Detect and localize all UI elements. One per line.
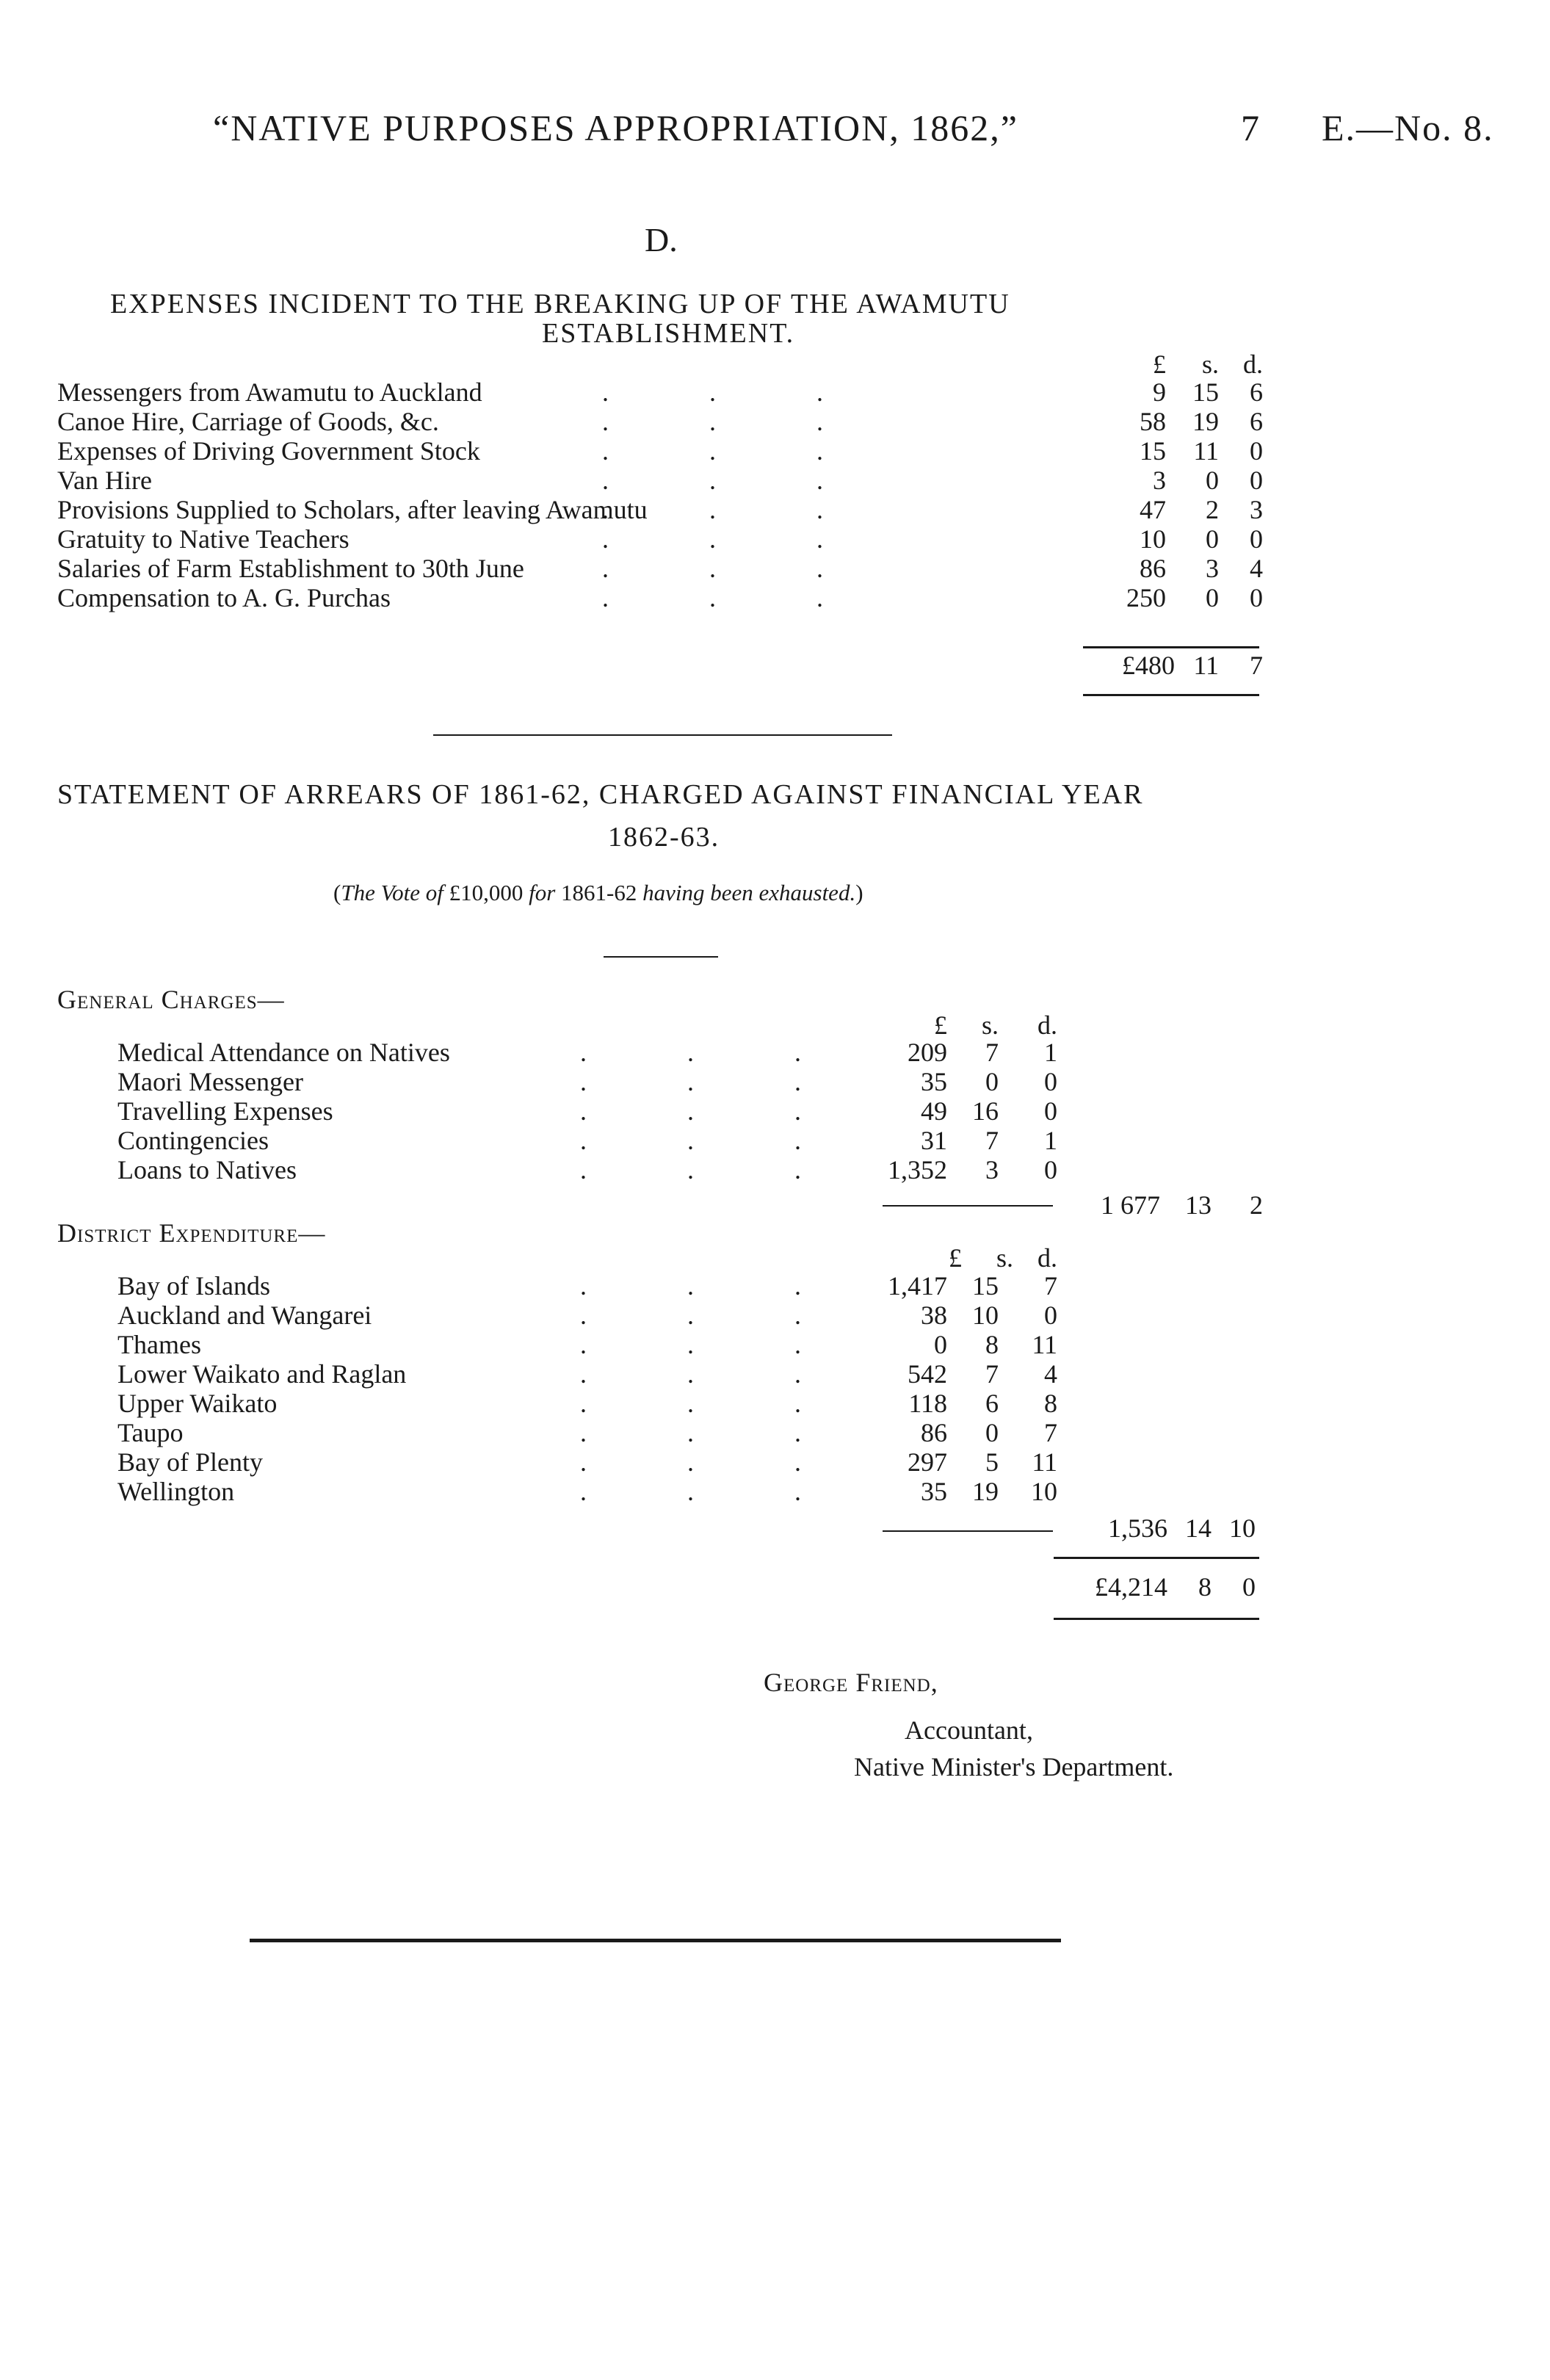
district-subtotal-rule (883, 1530, 1053, 1532)
general-row-leader-dots: . . . (580, 1096, 848, 1126)
expense-row-pounds: 10 (1140, 524, 1166, 554)
district-row-leader-dots: . . . (580, 1301, 848, 1330)
expense-row-leader-dots: . . . (602, 554, 870, 583)
general-row-pence: 1 (1044, 1038, 1057, 1067)
section-divider (433, 734, 892, 736)
general-col-shillings: s. (981, 1010, 999, 1040)
district-row-leader-dots: . . . (580, 1330, 848, 1359)
district-col-pounds: £ (949, 1243, 962, 1273)
expense-row-shillings: 15 (1192, 377, 1219, 407)
district-row-pounds: 1,417 (888, 1271, 947, 1301)
district-col-pence: d. (1037, 1243, 1057, 1273)
general-row-pence: 0 (1044, 1096, 1057, 1126)
arrears-divider (604, 956, 718, 958)
general-row-pounds: 209 (908, 1038, 947, 1067)
expense-row-label: Gratuity to Native Teachers (57, 524, 350, 554)
grand-total-pence: 0 (1242, 1572, 1256, 1602)
general-row-shillings: 7 (985, 1126, 999, 1155)
note-for: for (529, 880, 556, 905)
general-row-leader-dots: . . . (580, 1067, 848, 1096)
district-subtotal-shillings: 14 (1185, 1513, 1212, 1543)
expense-row-leader-dots: . . . (602, 495, 870, 524)
column-header-pounds: £ (1153, 350, 1166, 379)
district-row-shillings: 10 (972, 1301, 999, 1330)
district-row-pounds: 0 (934, 1330, 947, 1359)
general-row-label: Maori Messenger (117, 1067, 303, 1096)
district-row-pounds: 86 (921, 1418, 947, 1447)
district-row-leader-dots: . . . (580, 1271, 848, 1301)
general-row-label: Loans to Natives (117, 1155, 297, 1184)
general-row-leader-dots: . . . (580, 1038, 848, 1067)
expense-row-shillings: 11 (1193, 436, 1219, 466)
district-subtotal-pence: 10 (1229, 1513, 1256, 1543)
district-row-label: Thames (117, 1330, 201, 1359)
signatory-department: Native Minister's Department. (854, 1752, 1174, 1782)
expense-row-label: Expenses of Driving Government Stock (57, 436, 480, 466)
expense-row-pence: 0 (1250, 583, 1263, 612)
district-row-leader-dots: . . . (580, 1389, 848, 1418)
expense-row-pounds: 250 (1126, 583, 1166, 612)
total-rule (1083, 646, 1259, 648)
expense-row-shillings: 3 (1206, 554, 1219, 583)
expense-row-leader-dots: . . . (602, 436, 870, 466)
expense-row-leader-dots: . . . (602, 524, 870, 554)
district-row-pence: 7 (1044, 1271, 1057, 1301)
district-row-label: Bay of Plenty (117, 1447, 263, 1477)
district-row-shillings: 5 (985, 1447, 999, 1477)
district-row-shillings: 6 (985, 1389, 999, 1418)
arrears-title-continued: 1862-63. (608, 822, 720, 853)
note-amount: £10,000 (449, 880, 524, 905)
expense-row-pence: 0 (1250, 466, 1263, 495)
district-row-pounds: 38 (921, 1301, 947, 1330)
general-row-pounds: 35 (921, 1067, 947, 1096)
expense-row-shillings: 2 (1206, 495, 1219, 524)
expense-row-leader-dots: . . . (602, 466, 870, 495)
total-shillings: 11 (1193, 651, 1219, 680)
general-col-pence: d. (1037, 1010, 1057, 1040)
expense-row-pence: 0 (1250, 524, 1263, 554)
page-number: 7 (1241, 107, 1261, 148)
expense-row-label: Van Hire (57, 466, 152, 495)
general-row-pence: 0 (1044, 1067, 1057, 1096)
district-row-pence: 4 (1044, 1359, 1057, 1389)
signatory-title: Accountant, (905, 1715, 1033, 1745)
district-row-pence: 8 (1044, 1389, 1057, 1418)
general-row-shillings: 7 (985, 1038, 999, 1067)
district-row-shillings: 8 (985, 1330, 999, 1359)
general-row-pounds: 49 (921, 1096, 947, 1126)
district-row-pence: 7 (1044, 1418, 1057, 1447)
running-title: “NATIVE PURPOSES APPROPRIATION, 1862,” (213, 107, 1018, 148)
grand-total-double-rule (1054, 1618, 1259, 1620)
district-row-label: Lower Waikato and Raglan (117, 1359, 407, 1389)
section-letter: D. (645, 221, 678, 258)
grand-total-pounds: £4,214 (1095, 1572, 1167, 1602)
general-row-shillings: 3 (985, 1155, 999, 1184)
section-d-title-continued: ESTABLISHMENT. (542, 318, 795, 349)
expense-row-pounds: 58 (1140, 407, 1166, 436)
general-row-leader-dots: . . . (580, 1155, 848, 1184)
grand-total-shillings: 8 (1198, 1572, 1212, 1602)
section-d-title: EXPENSES INCIDENT TO THE BREAKING UP OF THE AWAMUTU (110, 289, 1010, 319)
district-row-pence: 11 (1032, 1447, 1057, 1477)
expense-row-leader-dots: . . . (602, 407, 870, 436)
expense-row-label: Compensation to A. G. Purchas (57, 583, 391, 612)
general-subtotal-shillings: 13 (1185, 1190, 1212, 1220)
district-row-leader-dots: . . . (580, 1359, 848, 1389)
district-row-pounds: 542 (908, 1359, 947, 1389)
general-row-pounds: 31 (921, 1126, 947, 1155)
district-row-leader-dots: . . . (580, 1418, 848, 1447)
district-row-shillings: 15 (972, 1271, 999, 1301)
general-row-shillings: 16 (972, 1096, 999, 1126)
general-row-shillings: 0 (985, 1067, 999, 1096)
column-header-shillings: s. (1201, 350, 1219, 379)
district-row-leader-dots: . . . (580, 1477, 848, 1506)
expense-row-pounds: 86 (1140, 554, 1166, 583)
expense-row-shillings: 19 (1192, 407, 1219, 436)
district-row-pounds: 297 (908, 1447, 947, 1477)
general-col-pounds: £ (934, 1010, 947, 1040)
expense-row-label: Canoe Hire, Carriage of Goods, &c. (57, 407, 439, 436)
district-subtotal-pounds: 1,536 (1108, 1513, 1167, 1543)
expense-row-pounds: 47 (1140, 495, 1166, 524)
arrears-note (333, 880, 863, 906)
expense-row-label: Salaries of Farm Establishment to 30th June (57, 554, 524, 583)
district-col-shillings: s. (996, 1243, 1013, 1273)
district-row-pence: 10 (1031, 1477, 1057, 1506)
note-exhausted: having been exhausted. (642, 880, 856, 905)
total-double-rule (1083, 694, 1259, 696)
expense-row-label: Messengers from Awamutu to Auckland (57, 377, 482, 407)
expense-row-label: Provisions Supplied to Scholars, after leaving Awamutu (57, 495, 648, 524)
general-row-label: Contingencies (117, 1126, 269, 1155)
general-row-pence: 0 (1044, 1155, 1057, 1184)
general-charges-heading: General Charges— (57, 985, 285, 1014)
note-paren-open: ( (333, 880, 341, 905)
column-header-pence: d. (1243, 350, 1263, 379)
expense-row-shillings: 0 (1206, 583, 1219, 612)
signatory-name: George Friend, (764, 1668, 938, 1697)
arrears-title: STATEMENT OF ARREARS OF 1861-62, CHARGED AGAINST FINANCIAL YEAR (57, 779, 1144, 810)
district-row-label: Wellington (117, 1477, 235, 1506)
expense-row-pounds: 3 (1153, 466, 1166, 495)
general-row-label: Travelling Expenses (117, 1096, 333, 1126)
expense-row-pounds: 15 (1140, 436, 1166, 466)
district-row-pence: 0 (1044, 1301, 1057, 1330)
district-row-pence: 11 (1032, 1330, 1057, 1359)
expense-row-pence: 0 (1250, 436, 1263, 466)
grand-total-rule (1054, 1557, 1259, 1559)
district-row-shillings: 7 (985, 1359, 999, 1389)
general-row-leader-dots: . . . (580, 1126, 848, 1155)
district-row-label: Upper Waikato (117, 1389, 278, 1418)
document-reference: E.—No. 8. (1322, 107, 1494, 148)
general-subtotal-pounds: 1 677 (1101, 1190, 1160, 1220)
district-row-label: Auckland and Wangarei (117, 1301, 372, 1330)
expense-row-shillings: 0 (1206, 524, 1219, 554)
general-row-pounds: 1,352 (888, 1155, 947, 1184)
general-row-pence: 1 (1044, 1126, 1057, 1155)
district-expenditure-heading: District Expenditure— (57, 1218, 326, 1248)
expense-row-pence: 6 (1250, 377, 1263, 407)
expense-row-pounds: 9 (1153, 377, 1166, 407)
district-row-pounds: 35 (921, 1477, 947, 1506)
note-text: The Vote of (341, 880, 443, 905)
total-pence: 7 (1250, 651, 1263, 680)
note-year: 1861-62 (561, 880, 637, 905)
expense-row-shillings: 0 (1206, 466, 1219, 495)
district-row-shillings: 19 (972, 1477, 999, 1506)
total-pounds: £480 (1122, 651, 1175, 680)
district-row-label: Bay of Islands (117, 1271, 270, 1301)
expense-row-pence: 6 (1250, 407, 1263, 436)
general-subtotal-rule (883, 1205, 1053, 1207)
expense-row-leader-dots: . . . (602, 583, 870, 612)
district-row-pounds: 118 (908, 1389, 947, 1418)
expense-row-pence: 4 (1250, 554, 1263, 583)
district-row-shillings: 0 (985, 1418, 999, 1447)
expense-row-leader-dots: . . . (602, 377, 870, 407)
general-subtotal-pence: 2 (1250, 1190, 1263, 1220)
note-paren-close: ) (855, 880, 863, 905)
district-row-leader-dots: . . . (580, 1447, 848, 1477)
expense-row-pence: 3 (1250, 495, 1263, 524)
closing-rule (250, 1939, 1061, 1942)
general-row-label: Medical Attendance on Natives (117, 1038, 450, 1067)
district-row-label: Taupo (117, 1418, 184, 1447)
